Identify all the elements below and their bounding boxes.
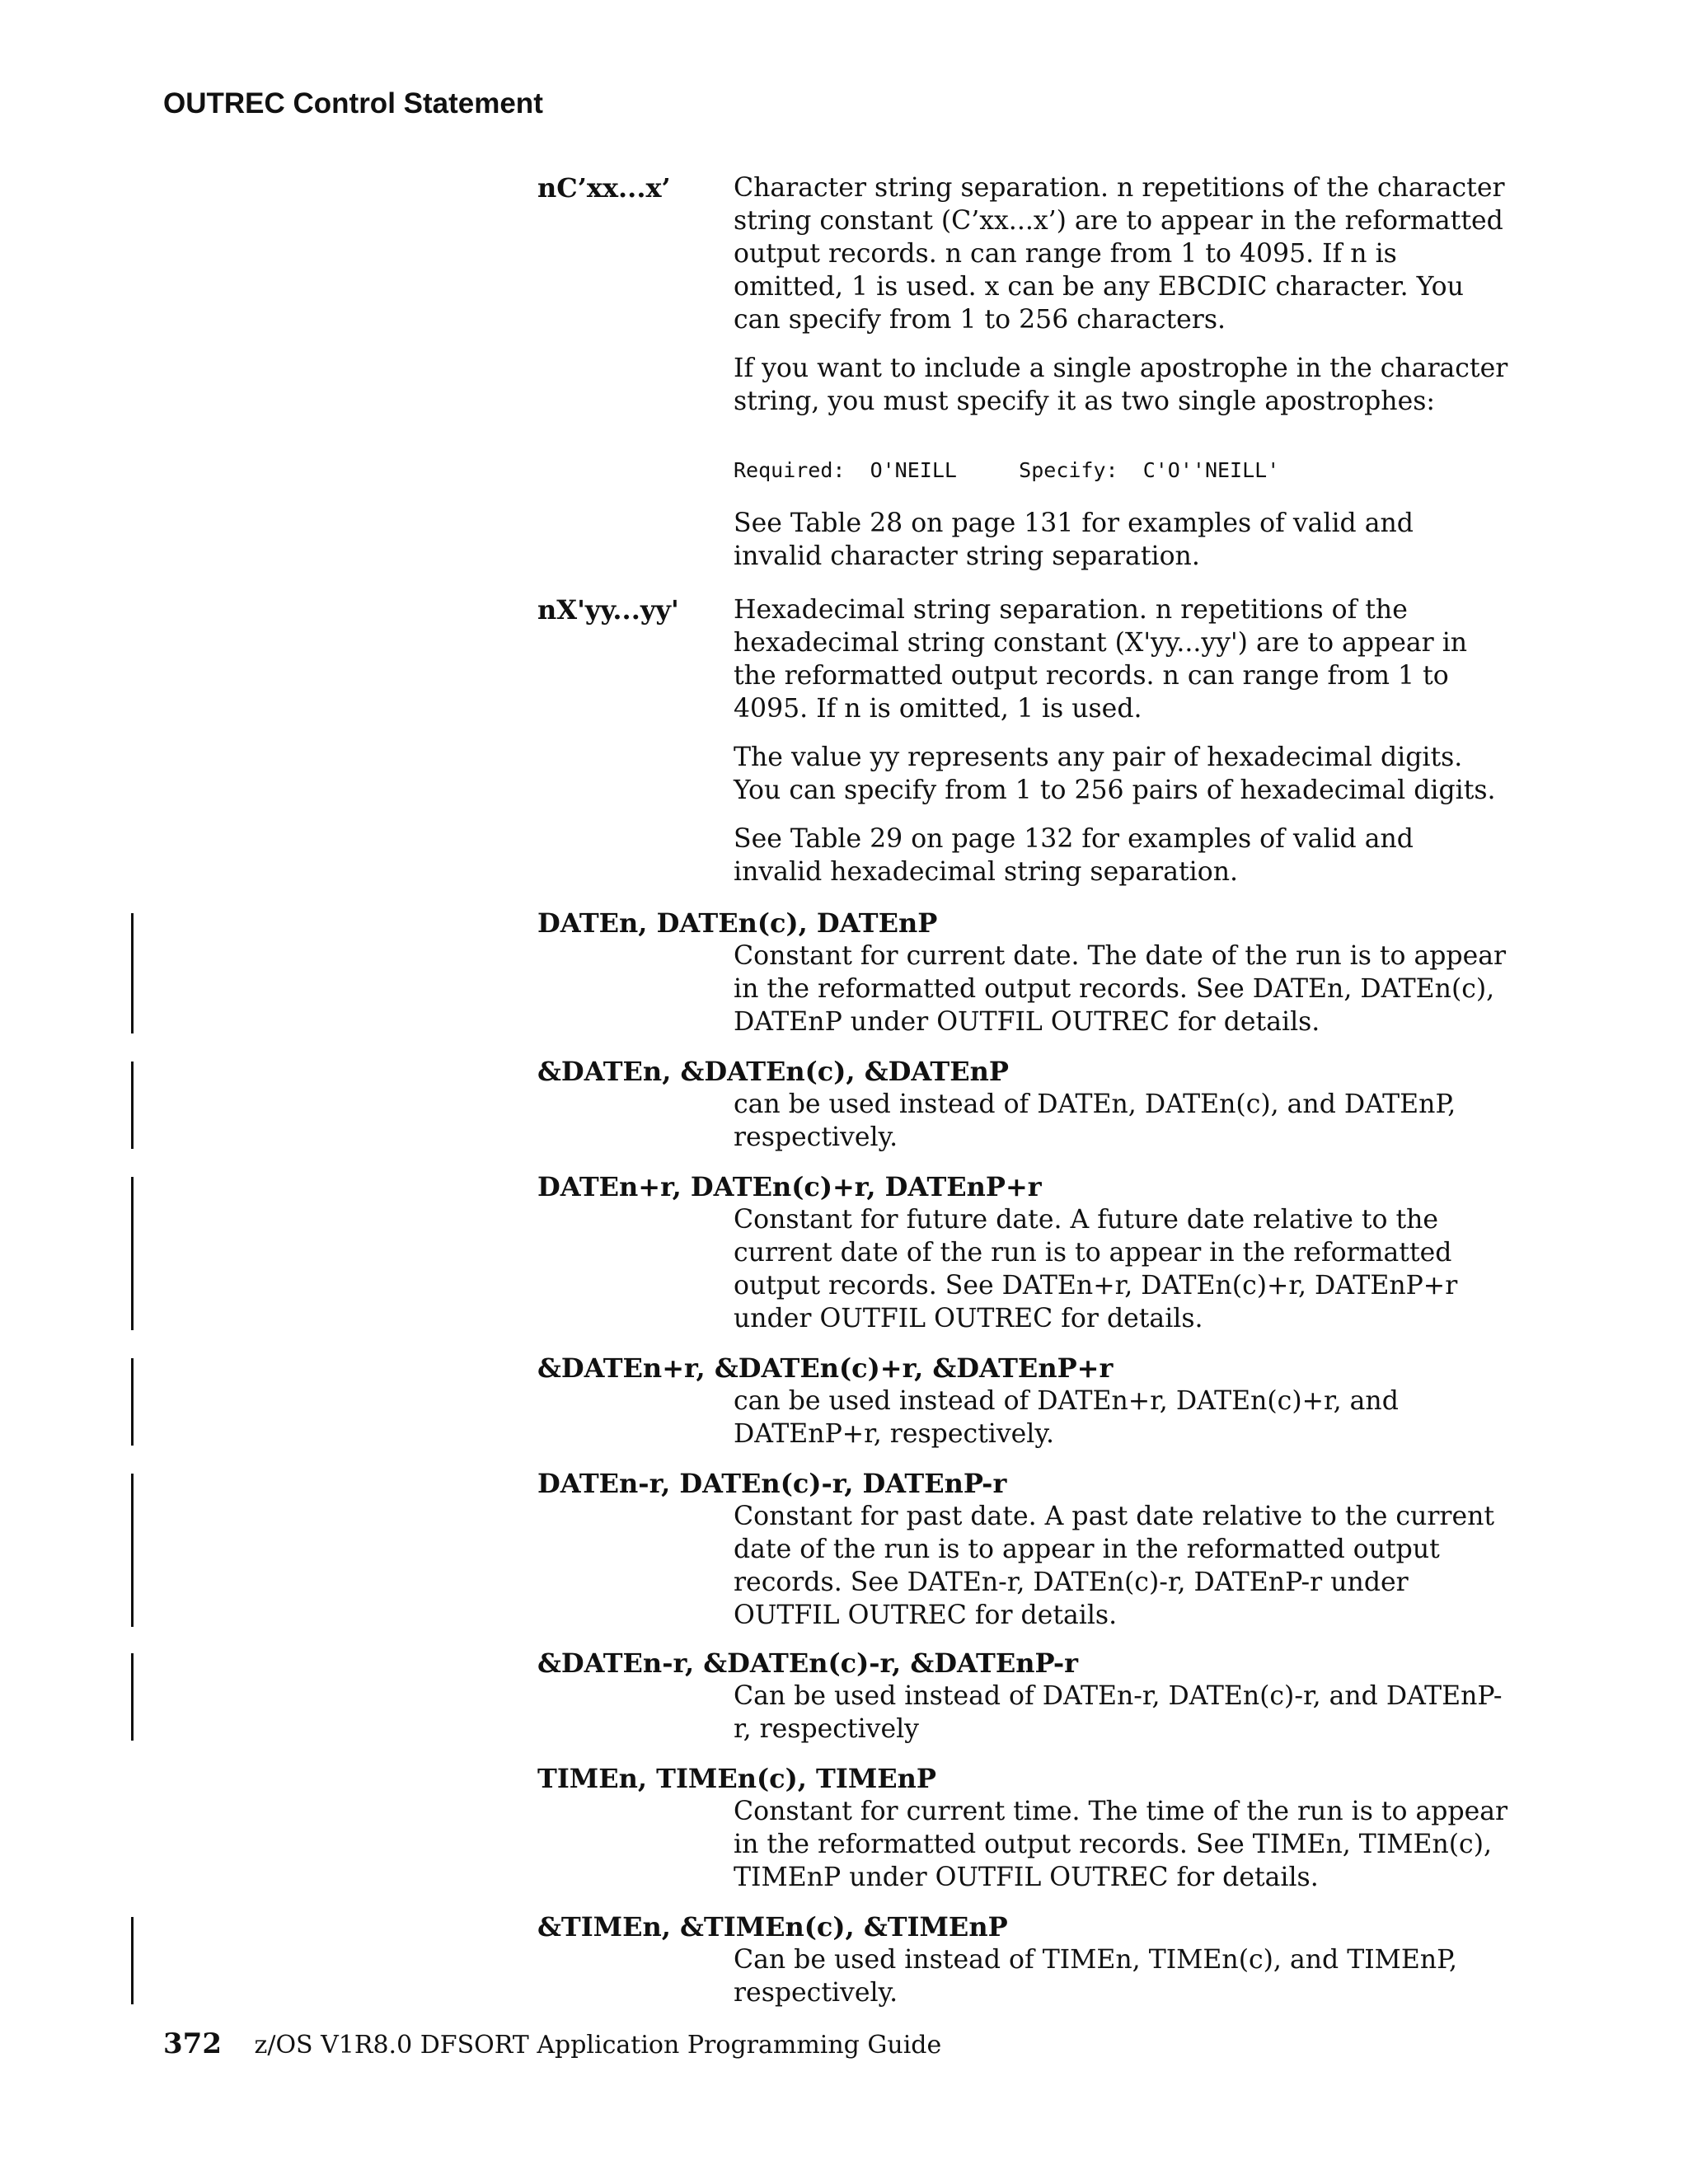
definition-description: Constant for future date. A future date relative to the current date of the run is to appear in the reformatted output records. See DATEn+r, DATEn(c)+r, DATEnP+r under OUTFIL OUTREC for details. (734, 1205, 1458, 1333)
definition-description: Constant for past date. A past date relative to the current date of the run is to appear in the reformatted output records. See DATEn-r, DATEn(c)-r, DATEnP-r under OUTFIL OUTREC for details. (734, 1502, 1495, 1630)
definition-entry-hex-string (537, 593, 1510, 888)
description-paragraph: See Table 28 on page 131 for examples of valid and invalid character string separation. (734, 509, 1414, 571)
description-paragraph: If you want to include a single apostrophe in the character string, you must specify it as two single apostrophes: (734, 354, 1508, 416)
book-title: z/OS V1R8.0 DFSORT Application Programming Guide (254, 2031, 942, 2060)
definition-entry-amp-daten (537, 1055, 1510, 1154)
definition-description: can be used instead of DATEn, DATEn(c), and DATEnP, respectively. (734, 1090, 1456, 1152)
definition-description (734, 171, 1510, 573)
definition-entry-amp-daten-minus-r (537, 1647, 1510, 1746)
page-footer (163, 2027, 941, 2060)
revision-change-bar (131, 1474, 134, 1627)
page-header-title: OUTREC Control Statement (163, 87, 543, 120)
description-paragraph: See Table 29 on page 132 for examples of valid and invalid hexadecimal string separation. (734, 824, 1414, 887)
definition-term: DATEn-r, DATEn(c)-r, DATEnP-r (537, 1468, 1007, 1499)
definition-entry-timen (537, 1762, 1510, 1894)
definition-term: TIMEn, TIMEn(c), TIMEnP (537, 1763, 936, 1794)
definition-entry-amp-daten-plus-r (537, 1352, 1510, 1451)
definition-entry-daten-minus-r (537, 1467, 1510, 1632)
definition-term: DATEn+r, DATEn(c)+r, DATEnP+r (537, 1171, 1042, 1202)
definition-entry-daten (537, 907, 1510, 1038)
definition-description: Can be used instead of DATEn-r, DATEn(c)-r, and DATEnP-r, respectively (734, 1681, 1503, 1744)
definition-term: &DATEn+r, &DATEn(c)+r, &DATEnP+r (537, 1352, 1114, 1384)
page-number: 372 (163, 2027, 222, 2060)
description-paragraph: The value yy represents any pair of hexadecimal digits. You can specify from 1 to 256 pairs of hexadecimal digits. (734, 743, 1496, 805)
definition-entry-daten-plus-r (537, 1170, 1510, 1335)
definition-description: Constant for current date. The date of the run is to appear in the reformatted output records. See DATEn, DATEn(c), DATEnP under OUTFIL OUTREC for details. (734, 941, 1507, 1037)
definition-description (734, 593, 1510, 888)
definition-term: DATEn, DATEn(c), DATEnP (537, 907, 938, 939)
definition-description: Constant for current time. The time of the run is to appear in the reformatted output records. See TIMEn, TIMEn(c), TIMEnP under OUTFIL OUTREC for details. (734, 1797, 1508, 1892)
revision-change-bar (131, 1917, 134, 2004)
revision-change-bar (131, 1177, 134, 1330)
revision-change-bar (131, 1653, 134, 1741)
revision-change-bar (131, 1062, 134, 1149)
definition-term: &TIMEn, &TIMEn(c), &TIMEnP (537, 1911, 1008, 1943)
definition-term: nX'yy...yy' (537, 594, 679, 626)
definition-term: &DATEn, &DATEn(c), &DATEnP (537, 1056, 1009, 1087)
definition-entry-amp-timen (537, 1910, 1510, 2009)
code-example: Required: O'NEILL Specify: C'O''NEILL' (734, 458, 1280, 482)
definition-description: can be used instead of DATEn+r, DATEn(c)+r, and DATEnP+r, respectively. (734, 1386, 1399, 1449)
description-paragraph: Hexadecimal string separation. n repetitions of the hexadecimal string constant (X'yy...yy') are to appear in the reformatted output records. n can range from 1 to 4095. If n is omitted, 1 is used. (734, 595, 1468, 724)
revision-change-bar (131, 1358, 134, 1446)
revision-change-bar (131, 913, 134, 1033)
description-paragraph: Character string separation. n repetitions of the character string constant (C’xx...x’) are to appear in the reformatted output records. n can range from 1 to 4095. If n is omitted, 1 is used. x can be any EBCDIC character. You can specify from 1 to 256 characters. (734, 173, 1505, 335)
definition-description: Can be used instead of TIMEn, TIMEn(c), and TIMEnP, respectively. (734, 1945, 1458, 2008)
definition-entry-character-string (537, 171, 1510, 573)
definition-term: nC’xx...x’ (537, 172, 671, 204)
definition-term: &DATEn-r, &DATEn(c)-r, &DATEnP-r (537, 1647, 1078, 1679)
